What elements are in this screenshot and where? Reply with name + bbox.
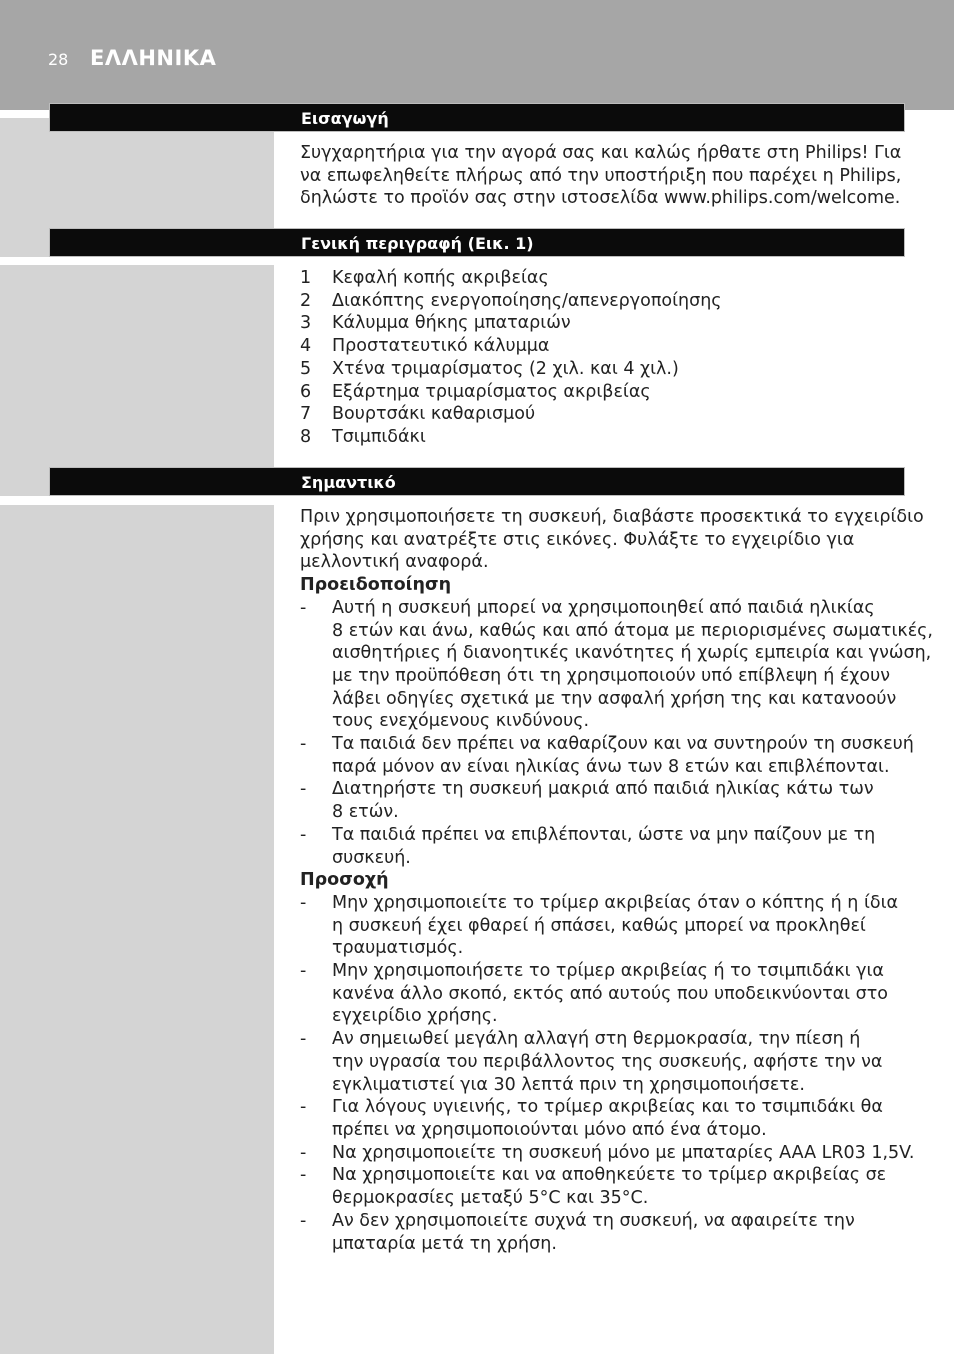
left-margin-column — [0, 110, 274, 1354]
text-line: την υγρασία του περιβάλλοντος της συσκευής, αφήστε την να — [332, 1051, 883, 1072]
text-line: κανένα άλλο σκοπό, εκτός από αυτούς που υποδεικνύονται στο — [332, 983, 888, 1004]
caution-bullet — [300, 1142, 933, 1165]
caution-bullet — [300, 1164, 933, 1209]
text-line: 8 ετών και άνω, καθώς και από άτομα με περιορισμένες σωματικές, — [332, 620, 933, 641]
warning-bullet — [300, 597, 933, 733]
text-line: 8 ετών. — [332, 802, 399, 823]
item-number: 3 — [300, 313, 312, 334]
warning-bullet — [300, 824, 933, 869]
text-line: η συσκευή έχει φθαρεί ή σπάσει, καθώς μπορεί να προκληθεί — [332, 915, 866, 936]
bullet-dash: - — [300, 892, 307, 913]
text-line: συσκευή. — [332, 847, 411, 868]
list-item — [300, 426, 722, 449]
bullet-dash: - — [300, 824, 307, 845]
text-line: χρήσης και ανατρέξτε στις εικόνες. Φυλάξτε το εγχειρίδιο για — [300, 529, 855, 550]
item-number: 8 — [300, 426, 312, 447]
bullet-dash: - — [300, 734, 307, 755]
item-text: Χτένα τριμαρίσματος (2 χιλ. και 4 χιλ.) — [332, 358, 679, 379]
text-line: λάβει οδηγίες σχετικά με την ασφαλή χρήση της και κατανοούν — [332, 688, 897, 709]
section-title-overview: Γενική περιγραφή (Εικ. 1) — [301, 234, 534, 253]
warning-heading: Προειδοποίηση — [300, 575, 452, 596]
caution-bullet — [300, 1210, 933, 1255]
page-number: 28 — [48, 50, 69, 69]
warning-bullet — [300, 733, 933, 778]
section-bar-overview — [49, 228, 905, 257]
item-text: Προστατευτικό κάλυμμα — [332, 336, 550, 357]
section-bar-important — [49, 467, 905, 496]
section-gap — [0, 496, 274, 505]
text-line: εγχειρίδιο χρήσης. — [332, 1006, 498, 1027]
caution-bullet — [300, 1096, 933, 1141]
text-line: Αυτή η συσκευή μπορεί να χρησιμοποιηθεί από παιδιά ηλικίας — [332, 597, 875, 618]
text-line: τους ενεχόμενους κινδύνους. — [332, 711, 590, 732]
section-gap — [0, 257, 274, 265]
item-text: Εξάρτημα τριμαρίσματος ακριβείας — [332, 381, 651, 402]
item-number: 5 — [300, 358, 312, 379]
text-line: αισθητήριες ή διανοητικές ικανότητες ή χωρίς εμπειρία και γνώση, — [332, 643, 932, 664]
caution-bullet — [300, 960, 933, 1028]
text-line: Τα παιδιά πρέπει να επιβλέπονται, ώστε να μην παίζουν με τη — [332, 824, 876, 845]
item-number: 1 — [300, 268, 312, 288]
list-item — [300, 312, 722, 335]
list-item — [300, 335, 722, 358]
text-line: Για λόγους υγιεινής, το τρίμερ ακριβείας και το τσιμπιδάκι θα — [332, 1097, 883, 1118]
language-title: ΕΛΛΗΝΙΚΑ — [90, 46, 217, 70]
text-line: μπαταρία μετά τη χρήση. — [332, 1233, 557, 1254]
important-content — [300, 506, 933, 1255]
list-item — [300, 381, 722, 404]
text-line: τραυματισμός. — [332, 938, 464, 959]
text-line: εγκλιματιστεί για 30 λεπτά πριν τη χρησιμοποιήσετε. — [332, 1074, 805, 1095]
item-number: 4 — [300, 336, 312, 357]
intro-paragraph — [300, 142, 901, 210]
item-number: 6 — [300, 381, 312, 402]
text-line: πρέπει να χρησιμοποιούνται μόνο από ένα άτομο. — [332, 1119, 767, 1140]
text-line: με την προϋπόθεση ότι τη χρησιμοποιούν υπό επίβλεψη ή έχουν — [332, 665, 891, 686]
list-item — [300, 358, 722, 381]
list-item — [300, 290, 722, 313]
bullet-dash: - — [300, 1210, 307, 1231]
caution-heading: Προσοχή — [300, 870, 389, 891]
bullet-dash: - — [300, 1029, 307, 1050]
text-line: Διατηρήστε τη συσκευή μακριά από παιδιά ηλικίας κάτω των — [332, 779, 874, 800]
item-text: Τσιμπιδάκι — [332, 426, 426, 447]
item-text: Διακόπτης ενεργοποίησης/απενεργοποίησης — [332, 290, 722, 311]
item-text: Βουρτσάκι καθαρισμού — [332, 404, 536, 425]
parts-list — [300, 267, 722, 449]
text-line: μελλοντική αναφορά. — [300, 552, 489, 573]
item-text: Κάλυμμα θήκης μπαταριών — [332, 313, 571, 334]
warning-bullet — [300, 778, 933, 823]
bullet-dash: - — [300, 961, 307, 982]
text-line: Τα παιδιά δεν πρέπει να καθαρίζουν και να συντηρούν τη συσκευή — [332, 734, 914, 755]
section-title-important: Σημαντικό — [301, 473, 396, 492]
text-line: Να χρησιμοποιείτε τη συσκευή μόνο με μπαταρίες AAA LR03 1,5V. — [332, 1142, 915, 1163]
list-item — [300, 403, 722, 426]
bullet-dash: - — [300, 597, 307, 618]
text-line: να επωφεληθείτε πλήρως από την υποστήριξη που παρέχει η Philips, — [300, 165, 902, 186]
text-line: Αν δεν χρησιμοποιείτε συχνά τη συσκευή, να αφαιρείτε την — [332, 1210, 855, 1231]
text-line: δηλώστε το προϊόν σας στην ιστοσελίδα www.philips.com/welcome. — [300, 188, 901, 209]
text-line: παρά μόνον αν είναι ηλικίας άνω των 8 ετών και επιβλέπονται. — [332, 756, 890, 777]
text-line: Πριν χρησιμοποιήσετε τη συσκευή, διαβάστε προσεκτικά το εγχειρίδιο — [300, 507, 924, 527]
text-line: Μην χρησιμοποιείτε το τρίμερ ακριβείας όταν ο κόπτης ή η ίδια — [332, 892, 899, 913]
caution-bullet — [300, 1028, 933, 1096]
page-header — [0, 0, 954, 110]
bullet-dash: - — [300, 1142, 307, 1163]
bullet-dash: - — [300, 1165, 307, 1186]
text-line: Να χρησιμοποιείτε και να αποθηκεύετε το τρίμερ ακριβείας σε — [332, 1165, 887, 1186]
section-title-intro: Εισαγωγή — [301, 109, 389, 128]
item-number: 7 — [300, 404, 312, 425]
text-line: θερμοκρασίες μεταξύ 5°C και 35°C. — [332, 1188, 649, 1209]
item-text: Κεφαλή κοπής ακριβείας — [332, 268, 549, 288]
bullet-dash: - — [300, 1097, 307, 1118]
text-line: Συγχαρητήρια για την αγορά σας και καλώς ήρθατε στη Philips! Για — [300, 143, 902, 163]
caution-bullet — [300, 892, 933, 960]
section-bar-intro — [49, 103, 905, 132]
text-line: Αν σημειωθεί μεγάλη αλλαγή στη θερμοκρασία, την πίεση ή — [332, 1029, 861, 1050]
bullet-dash: - — [300, 779, 307, 800]
list-item — [300, 267, 722, 290]
text-line: Μην χρησιμοποιήσετε το τρίμερ ακριβείας ή το τσιμπιδάκι για — [332, 961, 884, 982]
item-number: 2 — [300, 290, 312, 311]
